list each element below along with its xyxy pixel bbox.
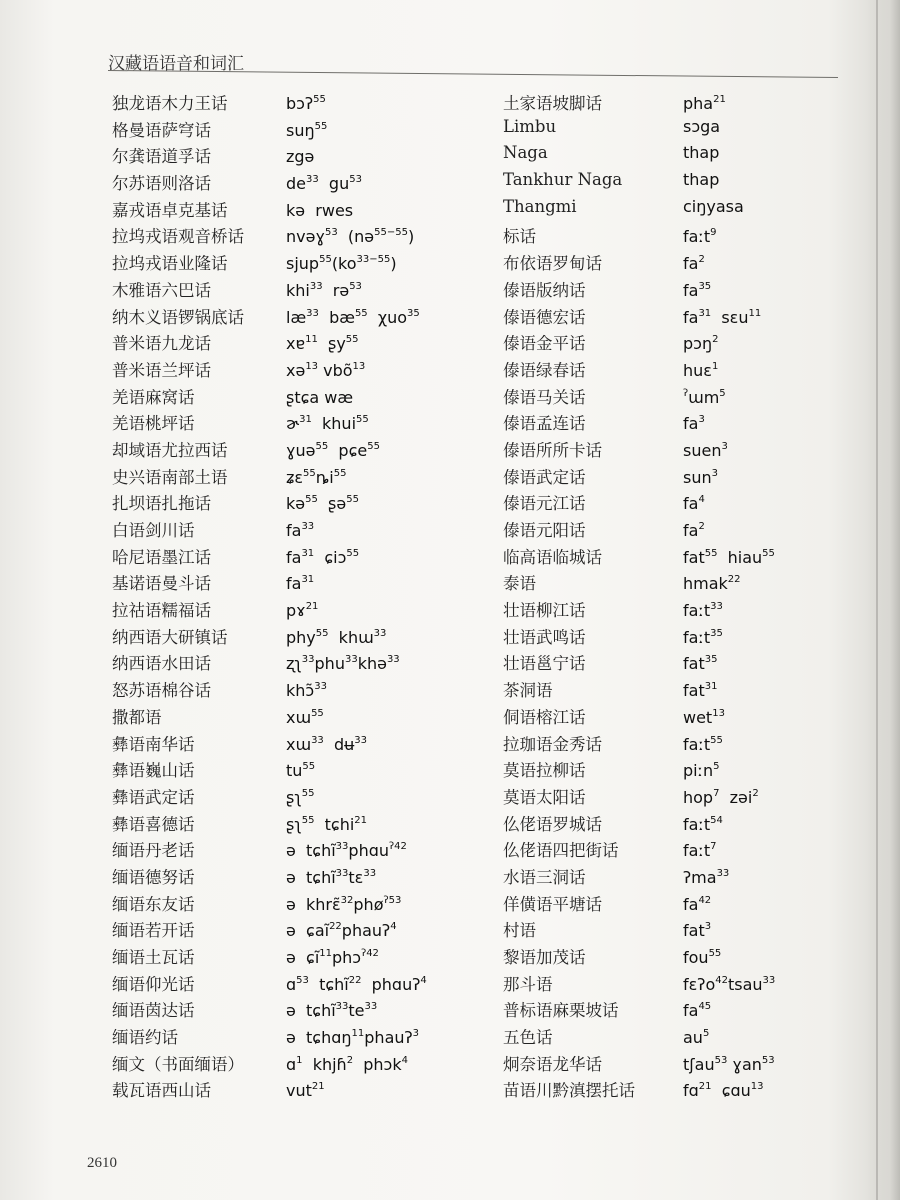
entry-row — [503, 410, 833, 437]
language-name: 莫语拉柳话 — [503, 761, 586, 781]
language-name: 独龙语木力王话 — [112, 94, 228, 113]
language-name: 壮语邕宁话 — [503, 654, 586, 674]
entry-row — [503, 517, 833, 544]
page-edge-line — [876, 0, 878, 1200]
language-name: 拉珈语金秀话 — [503, 734, 602, 754]
entry-row — [503, 223, 833, 250]
entry-row — [112, 90, 502, 117]
entry-row — [503, 464, 833, 491]
language-name: 临高语临城话 — [503, 547, 602, 567]
word-form: $fa^{31}$ — [286, 574, 315, 594]
language-name: 纳西语大研镇话 — [112, 627, 228, 647]
entry-row — [112, 330, 502, 357]
entry-row — [503, 944, 833, 971]
word-form: ə ɕĩ$^{11}$phɔ$^{ʔ42}$ — [286, 948, 379, 967]
entry-row — [503, 757, 833, 784]
word-form: zgə — [286, 147, 315, 167]
word-form: tʃau$^{53}$ ɣan$^{53}$ — [683, 1054, 775, 1074]
language-name: 基诺语曼斗话 — [112, 574, 211, 594]
entry-row — [112, 437, 502, 464]
language-name: 傣语孟连话 — [503, 414, 586, 434]
word-form: $^ʔ$ɯm$^5$ — [683, 387, 726, 407]
language-name: 壮语武鸣话 — [503, 627, 586, 647]
language-name: 土家语坡脚话 — [503, 94, 602, 113]
right-column — [503, 90, 833, 1104]
entry-row — [503, 357, 833, 384]
language-name: 五色话 — [503, 1028, 553, 1048]
entry-row — [503, 731, 833, 758]
word-form: ɑ$^1$ khjɦ$^2$ phɔk$^4$ — [286, 1054, 408, 1074]
entry-row — [503, 1024, 833, 1051]
word-form: thap — [683, 143, 720, 163]
entry-row — [112, 1024, 502, 1051]
entry-row — [112, 197, 502, 224]
language-name: Naga — [503, 143, 548, 163]
entry-row — [112, 357, 502, 384]
entry-row — [112, 704, 502, 731]
entry-row — [503, 784, 833, 811]
word-form: $fa^{31}$ ɕiɔ$^{55}$ — [286, 547, 360, 567]
word-form: khɔ̃$^{33}$ — [286, 681, 327, 701]
word-form: wet$^{13}$ — [683, 707, 725, 727]
entry-row — [503, 304, 833, 331]
entry-row — [503, 837, 833, 864]
word-form: phy$^{55}$ khɯ$^{33}$ — [286, 627, 387, 647]
entry-row — [503, 1051, 833, 1078]
entry-row — [112, 544, 502, 571]
word-form: ə tɕhĩ$^{33}$tɛ$^{33}$ — [286, 867, 377, 887]
entry-row — [112, 490, 502, 517]
word-form: xə$^{13}$ vbõ$^{13}$ — [286, 360, 366, 380]
entry-row — [112, 1051, 502, 1078]
entry-row — [503, 277, 833, 304]
word-form: pɤ$^{21}$ — [286, 601, 319, 621]
word-form: $sjup^{55}(ko^{33-55})$ — [286, 254, 397, 274]
word-form: $fa^3$ — [683, 414, 705, 434]
entry-row — [503, 384, 833, 411]
word-form: fɛʔo$^{42}$tsau$^{33}$ — [683, 974, 776, 994]
entry-row — [503, 143, 833, 170]
word-form: $fa^{31}$ sɛu$^{11}$ — [683, 307, 762, 327]
word-form: ə ɕaĩ$^{22}$phauʔ$^4$ — [286, 921, 397, 941]
language-name: 仫佬语四把街话 — [503, 841, 619, 861]
word-form: $ʑɛ^{55}ȵi^{55}$ — [286, 467, 347, 487]
entry-row — [503, 544, 833, 571]
word-form: suŋ$^{55}$ — [286, 120, 328, 140]
entry-row — [112, 891, 502, 918]
language-name: 壮语柳江话 — [503, 601, 586, 621]
language-name: 那斗语 — [503, 974, 553, 994]
word-form: fat$^{31}$ — [683, 681, 718, 701]
word-form: ə tɕhĩ$^{33}$phɑu$^{ʔ42}$ — [286, 841, 407, 861]
word-form: ɣuə$^{55}$ pɕe$^{55}$ — [286, 440, 380, 460]
entry-row — [112, 944, 502, 971]
word-form: faːt$^7$ — [683, 841, 717, 861]
word-form: ʔma$^{33}$ — [683, 867, 730, 887]
language-name: 炯奈语龙华话 — [503, 1054, 602, 1074]
word-form: $fa^4$ — [683, 494, 705, 514]
word-form: $de^{33}$ $gu^{53}$ — [286, 174, 362, 194]
word-form: piːn$^5$ — [683, 761, 720, 781]
entry-row — [503, 704, 833, 731]
language-name: Tankhur Naga — [503, 170, 623, 190]
language-name: 普米语兰坪话 — [112, 360, 211, 380]
entry-row — [112, 304, 502, 331]
entry-row — [503, 917, 833, 944]
entry-row — [503, 811, 833, 838]
language-name: 傣语版纳话 — [503, 280, 586, 300]
word-form: fat$^3$ — [683, 921, 712, 941]
word-form: ə $tɕhĩ^{33}te^{33}$ — [286, 1001, 378, 1021]
language-name: 却域语尤拉西话 — [112, 440, 228, 460]
language-name: 傣语武定话 — [503, 467, 586, 487]
entry-row — [112, 784, 502, 811]
word-form: ə khrɛ̃$^{32}$phø$^{ʔ53}$ — [286, 894, 402, 914]
entry-row — [503, 330, 833, 357]
word-form: ʐʅ$^{33}$phu$^{33}$khə$^{33}$ — [286, 654, 400, 674]
word-form: $fa^2$ — [683, 521, 705, 540]
language-name: 木雅语六巴话 — [112, 280, 211, 300]
entry-row — [112, 731, 502, 758]
language-name: 拉祜语糯福话 — [112, 601, 211, 621]
header-rule — [108, 70, 838, 78]
language-name: 彝语武定话 — [112, 787, 195, 807]
word-form: faːt$^{35}$ — [683, 627, 723, 647]
language-name: 尔苏语则洛话 — [112, 174, 211, 194]
word-form: khi$^{33}$ rə$^{53}$ — [286, 280, 362, 300]
language-name: 羌语麻窝话 — [112, 387, 195, 407]
language-name: 村语 — [503, 921, 536, 941]
entry-row — [112, 384, 502, 411]
word-form: $fa^{45}$ — [683, 1001, 712, 1021]
entry-row — [112, 517, 502, 544]
entry-row — [503, 170, 833, 197]
entry-row — [112, 277, 502, 304]
word-form: hmak$^{22}$ — [683, 574, 741, 594]
language-name: 史兴语南部土语 — [112, 467, 228, 487]
language-name: 傣语所所卡话 — [503, 440, 602, 460]
entry-row — [503, 90, 833, 117]
language-name: 尔龚语道孚话 — [112, 147, 211, 167]
word-form: kə rwes — [286, 200, 354, 220]
language-name: 缅语约话 — [112, 1028, 178, 1048]
language-name: 黎语加茂话 — [503, 948, 586, 967]
word-form: $fa^2$ — [683, 254, 705, 274]
word-form: thap — [683, 170, 720, 190]
entry-row — [112, 170, 502, 197]
language-name: 傣语金平话 — [503, 334, 586, 354]
language-name: 布依语罗甸话 — [503, 254, 602, 274]
language-name: 莫语太阳话 — [503, 787, 586, 807]
word-form: huɛ$^1$ — [683, 360, 719, 380]
language-name: 傣语绿春话 — [503, 360, 586, 380]
entry-row — [503, 864, 833, 891]
word-form: fat$^{55}$ hiau$^{55}$ — [683, 547, 775, 567]
entry-row — [503, 650, 833, 677]
word-form: sɔga — [683, 116, 721, 136]
language-name: 拉坞戎语观音桥话 — [112, 227, 244, 247]
entry-row — [112, 757, 502, 784]
language-name: 茶洞语 — [503, 681, 553, 701]
entry-row — [112, 677, 502, 704]
language-name: 撒都语 — [112, 707, 162, 727]
word-form: faːt$^{55}$ — [683, 734, 723, 754]
language-name: Limbu — [503, 116, 557, 136]
language-name: 缅语土瓦话 — [112, 948, 195, 967]
word-form: vut$^{21}$ — [286, 1081, 325, 1101]
entry-row — [503, 1077, 833, 1104]
entry-row — [112, 997, 502, 1024]
entry-row — [112, 811, 502, 838]
word-form: hop$^7$ zəi$^2$ — [683, 787, 759, 807]
running-header: 汉藏语语音和词汇 — [108, 54, 244, 74]
entry-row — [503, 971, 833, 998]
entry-row — [112, 624, 502, 651]
language-name: 嘉戎语卓克基话 — [112, 200, 228, 220]
language-name: 羌语桃坪话 — [112, 414, 195, 434]
language-name: 傣语德宏话 — [503, 307, 586, 327]
word-form: pɔŋ$^2$ — [683, 334, 719, 354]
word-form: $au^5$ — [683, 1028, 710, 1048]
word-form: pha$^{21}$ — [683, 94, 726, 113]
language-name: 彝语喜德话 — [112, 814, 195, 834]
word-form: $læ^{33}$ $bæ^{55}$ χuo$^{35}$ — [286, 307, 420, 327]
entry-row — [503, 997, 833, 1024]
entry-row — [112, 410, 502, 437]
language-name: 哈尼语墨江话 — [112, 547, 211, 567]
word-form: ʂʅ$^{55}$ tɕhi$^{21}$ — [286, 814, 368, 834]
word-form: ə tɕhɑŋ$^{11}$phauʔ$^3$ — [286, 1028, 420, 1048]
language-name: 普标语麻栗坡话 — [503, 1001, 619, 1021]
language-name: 水语三洞话 — [503, 867, 586, 887]
entry-row — [112, 117, 502, 144]
language-name: 缅语丹老话 — [112, 841, 195, 861]
entry-row — [503, 891, 833, 918]
word-form: $fa^{33}$ — [286, 521, 315, 540]
word-form: ʂʅ$^{55}$ — [286, 787, 315, 807]
language-name: 侗语榕江话 — [503, 707, 586, 727]
word-form: suen$^3$ — [683, 440, 728, 460]
entry-row — [112, 837, 502, 864]
entry-row — [503, 250, 833, 277]
entry-row — [503, 117, 833, 144]
entry-row — [112, 597, 502, 624]
language-name: 缅语茵达话 — [112, 1001, 195, 1021]
language-name: 缅语德努话 — [112, 867, 195, 887]
entry-row — [503, 677, 833, 704]
language-name: 怒苏语棉谷话 — [112, 681, 211, 701]
entry-row — [503, 437, 833, 464]
word-form: fou$^{55}$ — [683, 948, 722, 967]
language-name: 标话 — [503, 227, 536, 247]
word-form: fɑ$^{21}$ ɕɑu$^{13}$ — [683, 1081, 764, 1101]
word-form: xɯ$^{33}$ dʉ$^{33}$ — [286, 734, 367, 754]
language-name: 傣语元阳话 — [503, 521, 586, 540]
language-name: 傣语元江话 — [503, 494, 586, 514]
entry-row — [112, 143, 502, 170]
entry-row — [112, 650, 502, 677]
word-form: ʂtɕa wæ — [286, 387, 354, 407]
word-form: $fa^{42}$ — [683, 894, 712, 914]
entry-row — [112, 223, 502, 250]
word-form: kə$^{55}$ ʂə$^{55}$ — [286, 494, 359, 514]
entry-row — [112, 464, 502, 491]
language-name: 普米语九龙话 — [112, 334, 211, 354]
entry-row — [112, 917, 502, 944]
page-edge-shadow — [866, 0, 900, 1200]
language-name: 纳西语水田话 — [112, 654, 211, 674]
language-name: 傣语马关话 — [503, 387, 586, 407]
word-form: faːt$^{54}$ — [683, 814, 723, 834]
word-form: $fa^{35}$ — [683, 280, 712, 300]
word-form: nvəɣ$^{53}$ (nə$^{55-55}$) — [286, 227, 415, 247]
language-name: 仫佬语罗城话 — [503, 814, 602, 834]
word-form: ɚ$^{31}$ khui$^{55}$ — [286, 414, 369, 434]
entry-row — [503, 197, 833, 224]
word-form: xɐ$^{11}$ ʂy$^{55}$ — [286, 334, 359, 354]
language-name: 苗语川黔滇摆托话 — [503, 1081, 635, 1101]
entry-row — [112, 971, 502, 998]
language-name: 纳木义语锣锅底话 — [112, 307, 244, 327]
word-form: faːt$^{33}$ — [683, 601, 723, 621]
language-name: 白语剑川话 — [112, 521, 195, 540]
language-name: 佯僙语平塘话 — [503, 894, 602, 914]
word-form: $tu^{55}$ — [286, 761, 316, 781]
language-name: 泰语 — [503, 574, 536, 594]
entry-row — [112, 1077, 502, 1104]
word-form: fat$^{35}$ — [683, 654, 718, 674]
language-name: 彝语巍山话 — [112, 761, 195, 781]
entry-row — [112, 864, 502, 891]
language-name: 缅语若开话 — [112, 921, 195, 941]
word-form: xɯ$^{55}$ — [286, 707, 324, 727]
entry-row — [503, 624, 833, 651]
language-name: Thangmi — [503, 196, 577, 216]
left-column — [112, 90, 502, 1104]
language-name: 扎坝语扎拖话 — [112, 494, 211, 514]
language-name: 载瓦语西山话 — [112, 1081, 211, 1101]
word-form: ɑ$^{53}$ tɕhĩ$^{22}$ phɑuʔ$^4$ — [286, 974, 427, 994]
entry-row — [112, 250, 502, 277]
entry-row — [503, 597, 833, 624]
word-form: sun$^3$ — [683, 467, 718, 487]
page-number: 2610 — [87, 1155, 117, 1171]
entry-row — [503, 490, 833, 517]
language-name: 缅语东友话 — [112, 894, 195, 914]
language-name: 缅语仰光话 — [112, 974, 195, 994]
language-name: 格曼语萨穹话 — [112, 120, 211, 140]
language-name: 拉坞戎语业隆话 — [112, 254, 228, 274]
entry-row — [503, 570, 833, 597]
language-name: 缅文（书面缅语） — [112, 1054, 244, 1074]
word-form: ciŋyasa — [683, 196, 744, 216]
language-name: 彝语南华话 — [112, 734, 195, 754]
word-form: faːt$^9$ — [683, 227, 717, 247]
word-form: bɔʔ$^{55}$ — [286, 94, 326, 113]
entry-row — [112, 570, 502, 597]
